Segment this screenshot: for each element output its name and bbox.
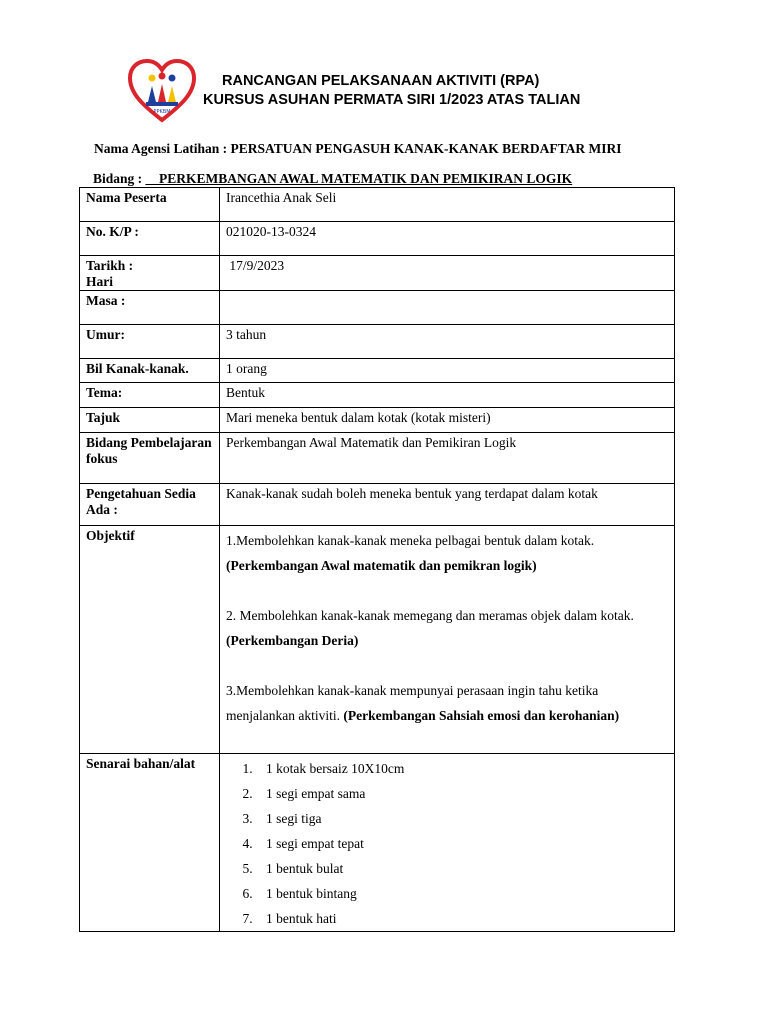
row-value xyxy=(220,291,675,325)
agency-value: PERSATUAN PENGASUH KANAK-KANAK BERDAFTAR MIRI xyxy=(230,141,622,156)
ppkbm-heart-logo-icon xyxy=(126,58,198,124)
document-subtitle: KURSUS ASUHAN PERMATA SIRI 1/2023 ATAS TALIAN xyxy=(203,92,581,108)
rpa-table xyxy=(79,187,675,932)
table-row xyxy=(80,325,675,359)
table-row xyxy=(80,484,675,526)
row-label: Objektif xyxy=(80,526,220,754)
list-item: 7. 1 bentuk hati xyxy=(256,906,668,931)
row-label: Pengetahuan Sedia Ada : xyxy=(80,484,220,526)
row-label: Senarai bahan/alat xyxy=(80,754,220,932)
table-row xyxy=(80,754,675,932)
row-label: No. K/P : xyxy=(80,222,220,256)
row-value xyxy=(220,256,675,291)
objective-2: 2. Membolehkan kanak-kanak memegang dan meramas objek dalam kotak. (Perkembangan Deria) xyxy=(226,608,634,648)
row-value: Bentuk xyxy=(220,383,675,408)
list-item: 5. 1 bentuk bulat xyxy=(256,856,668,881)
tarikh-value: 17/9/2023 xyxy=(229,258,285,273)
objective-3: 3.Membolehkan kanak-kanak mempunyai perasaan ingin tahu ketika menjalankan aktiviti. (Perkembangan Sahsiah emosi dan kerohanian) xyxy=(226,683,620,723)
row-value: Perkembangan Awal Matematik dan Pemikiran Logik xyxy=(220,433,675,484)
row-label: Bidang Pembelajaran fokus xyxy=(80,433,220,484)
list-item: 1. 1 kotak bersaiz 10X10cm xyxy=(256,756,668,781)
hari-label: Hari xyxy=(86,274,113,289)
row-label: Tajuk xyxy=(80,408,220,433)
agency-label: Nama Agensi Latihan : xyxy=(94,141,228,156)
bidang-value: __PERKEMBANGAN AWAL MATEMATIK DAN PEMIKIRAN LOGIK xyxy=(145,171,573,186)
row-value: 1 orang xyxy=(220,359,675,383)
row-label: Masa : xyxy=(80,291,220,325)
objective-2-domain: (Perkembangan Deria) xyxy=(226,633,359,648)
objective-1-domain: (Perkembangan Awal matematik dan pemikran logik) xyxy=(226,558,537,573)
table-row xyxy=(80,359,675,383)
objective-1: 1.Membolehkan kanak-kanak meneka pelbagai bentuk dalam kotak. (Perkembangan Awal matematik dan pemikran logik) xyxy=(226,533,595,573)
table-row xyxy=(80,433,675,484)
table-row xyxy=(80,222,675,256)
row-label: Tema: xyxy=(80,383,220,408)
table-row xyxy=(80,291,675,325)
materials-list xyxy=(226,756,668,931)
row-value: Irancethia Anak Seli xyxy=(220,188,675,222)
list-item: 4. 1 segi empat tepat xyxy=(256,831,668,856)
tarikh-label: Tarikh : xyxy=(86,258,134,273)
list-item: 2. 1 segi empat sama xyxy=(256,781,668,806)
table-row xyxy=(80,408,675,433)
table-row xyxy=(80,526,675,754)
objective-3-domain: (Perkembangan Sahsiah emosi dan kerohanian) xyxy=(343,708,620,723)
list-item: 3. 1 segi tiga xyxy=(256,806,668,831)
row-value: 3 tahun xyxy=(220,325,675,359)
list-item: 6. 1 bentuk bintang xyxy=(256,881,668,906)
materials-cell xyxy=(220,754,675,932)
row-label: Nama Peserta xyxy=(80,188,220,222)
row-label xyxy=(80,256,220,291)
objektif-list xyxy=(220,526,675,754)
document-title: RANCANGAN PELAKSANAAN AKTIVITI (RPA) xyxy=(222,73,540,89)
row-label: Umur: xyxy=(80,325,220,359)
row-value: Mari meneka bentuk dalam kotak (kotak misteri) xyxy=(220,408,675,433)
bidang-line xyxy=(93,171,572,187)
row-label: Bil Kanak-kanak. xyxy=(80,359,220,383)
table-row xyxy=(80,188,675,222)
row-value: 021020-13-0324 xyxy=(220,222,675,256)
svg-text:PPKBM: PPKBM xyxy=(153,109,171,115)
table-row xyxy=(80,383,675,408)
table-row xyxy=(80,256,675,291)
row-value: Kanak-kanak sudah boleh meneka bentuk yang terdapat dalam kotak xyxy=(220,484,675,526)
agency-line xyxy=(94,141,622,157)
bidang-label: Bidang : xyxy=(93,171,143,186)
